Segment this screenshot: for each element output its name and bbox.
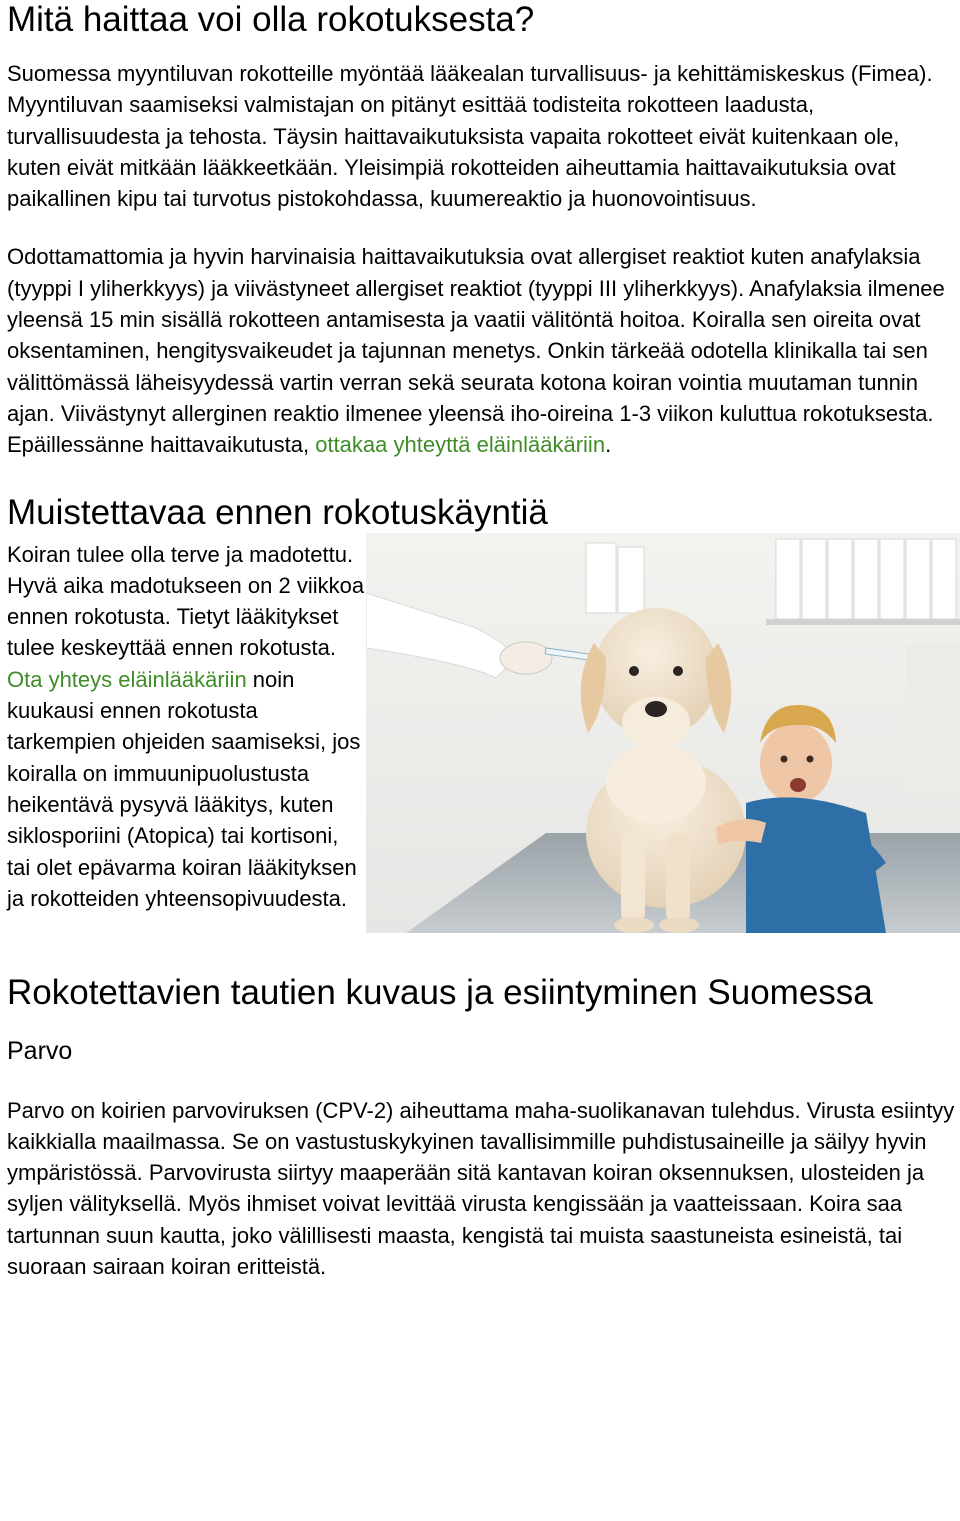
vet-dog-boy-photo <box>366 533 960 933</box>
document-page <box>7 0 957 1282</box>
contact-vet-link[interactable]: ottakaa yhteyttä eläinlääkäriin <box>315 432 606 458</box>
paragraph-rare-reactions <box>7 241 957 460</box>
contact-vet-link-2[interactable]: Ota yhteys eläinlääkäriin <box>7 666 247 692</box>
paragraph-before-visit-end: noin kuukausi ennen rokotusta tarkempien ohjeiden saamiseksi, jos koiralla on immuunipuolustusta heikentävä pysyvä lääkitys, kuten siklosporiini (Atopica) tai kortisoni, tai olet epävarma koiran lääkityksen ja rokotteiden yhteensopivuudesta. <box>7 666 361 911</box>
heading-before-vaccination: Muistettavaa ennen rokotuskäyntiä <box>7 492 548 532</box>
heading-side-effects: Mitä haittaa voi olla rokotuksesta? <box>7 0 535 39</box>
heading-diseases: Rokotettavien tautien kuvaus ja esiintyminen Suomessa <box>7 972 873 1012</box>
subheading-parvo: Parvo <box>7 1036 73 1065</box>
paragraph-licensing: Suomessa myyntiluvan rokotteille myöntää lääkealan turvallisuus- ja kehittämiskeskus (Fimea). Myyntiluvan saamiseksi valmistajan on pitänyt esittää todisteita rokotteen laadusta, turvallisuudesta ja tehosta. Täysin haittavaikutuksista vapaita rokotteet eivät kuitenkaan ole, kuten eivät mitkään lääkkeetkään. Yleisimpiä rokotteiden aiheuttamia haittavaikutuksia ovat paikallinen kipu tai turvotus pistokohdassa, kuumereaktio ja huonovointisuus. <box>7 61 933 212</box>
paragraph-parvo: Parvo on koirien parvoviruksen (CPV-2) aiheuttama maha-suolikanavan tulehdus. Virusta esiintyy kaikkialla maailmassa. Se on vastustuskykyinen tavallisimmille puhdistusaineille ja säilyy hyvin ympäristössä. Parvovirusta siirtyy maaperään sitä kantavan koiran oksennuksen, ulosteiden ja syljen välityksellä. Myös ihmiset voivat levittää virusta kengissään ja vaatteissaan. Koira saa tartunnan suun kautta, joko välillisesti maasta, kengistä tai muista saastuneista esineistä, tai suoraan sairaan koiran eritteistä. <box>7 1097 955 1280</box>
paragraph-rare-reactions-text: Odottamattomia ja hyvin harvinaisia haittavaikutuksia ovat allergiset reaktiot kuten anafylaksia (tyyppi I yliherkkyys) ja viivästyneet allergiset reaktiot (tyyppi III yliherkkyys). Anafylaksia ilmenee yleensä 15 min sisällä rokotteen antamisesta ja vaatii välitöntä hoitoa. Koiralla sen oireita ovat oksentaminen, hengitysvaikeudet ja tajunnan menetys. Onkin tärkeää odotella klinikalla tai sen välittömässä läheisyydessä vartin verran sekä seurata kotona koiran vointia muutaman tunnin ajan. Viivästynyt allerginen reaktio ilmenee yleensä iho-oireina 1-3 viikon kuluttua rokotuksesta. Epäillessänne haittavaikutusta, <box>7 244 945 458</box>
paragraph-rare-reactions-end: . <box>605 432 612 458</box>
paragraph-before-visit-text: Koiran tulee olla terve ja madotettu. Hyvä aika madotukseen on 2 viikkoa ennen rokotusta. Tietyt lääkitykset tulee keskeyttää ennen rokotusta. <box>7 541 365 661</box>
